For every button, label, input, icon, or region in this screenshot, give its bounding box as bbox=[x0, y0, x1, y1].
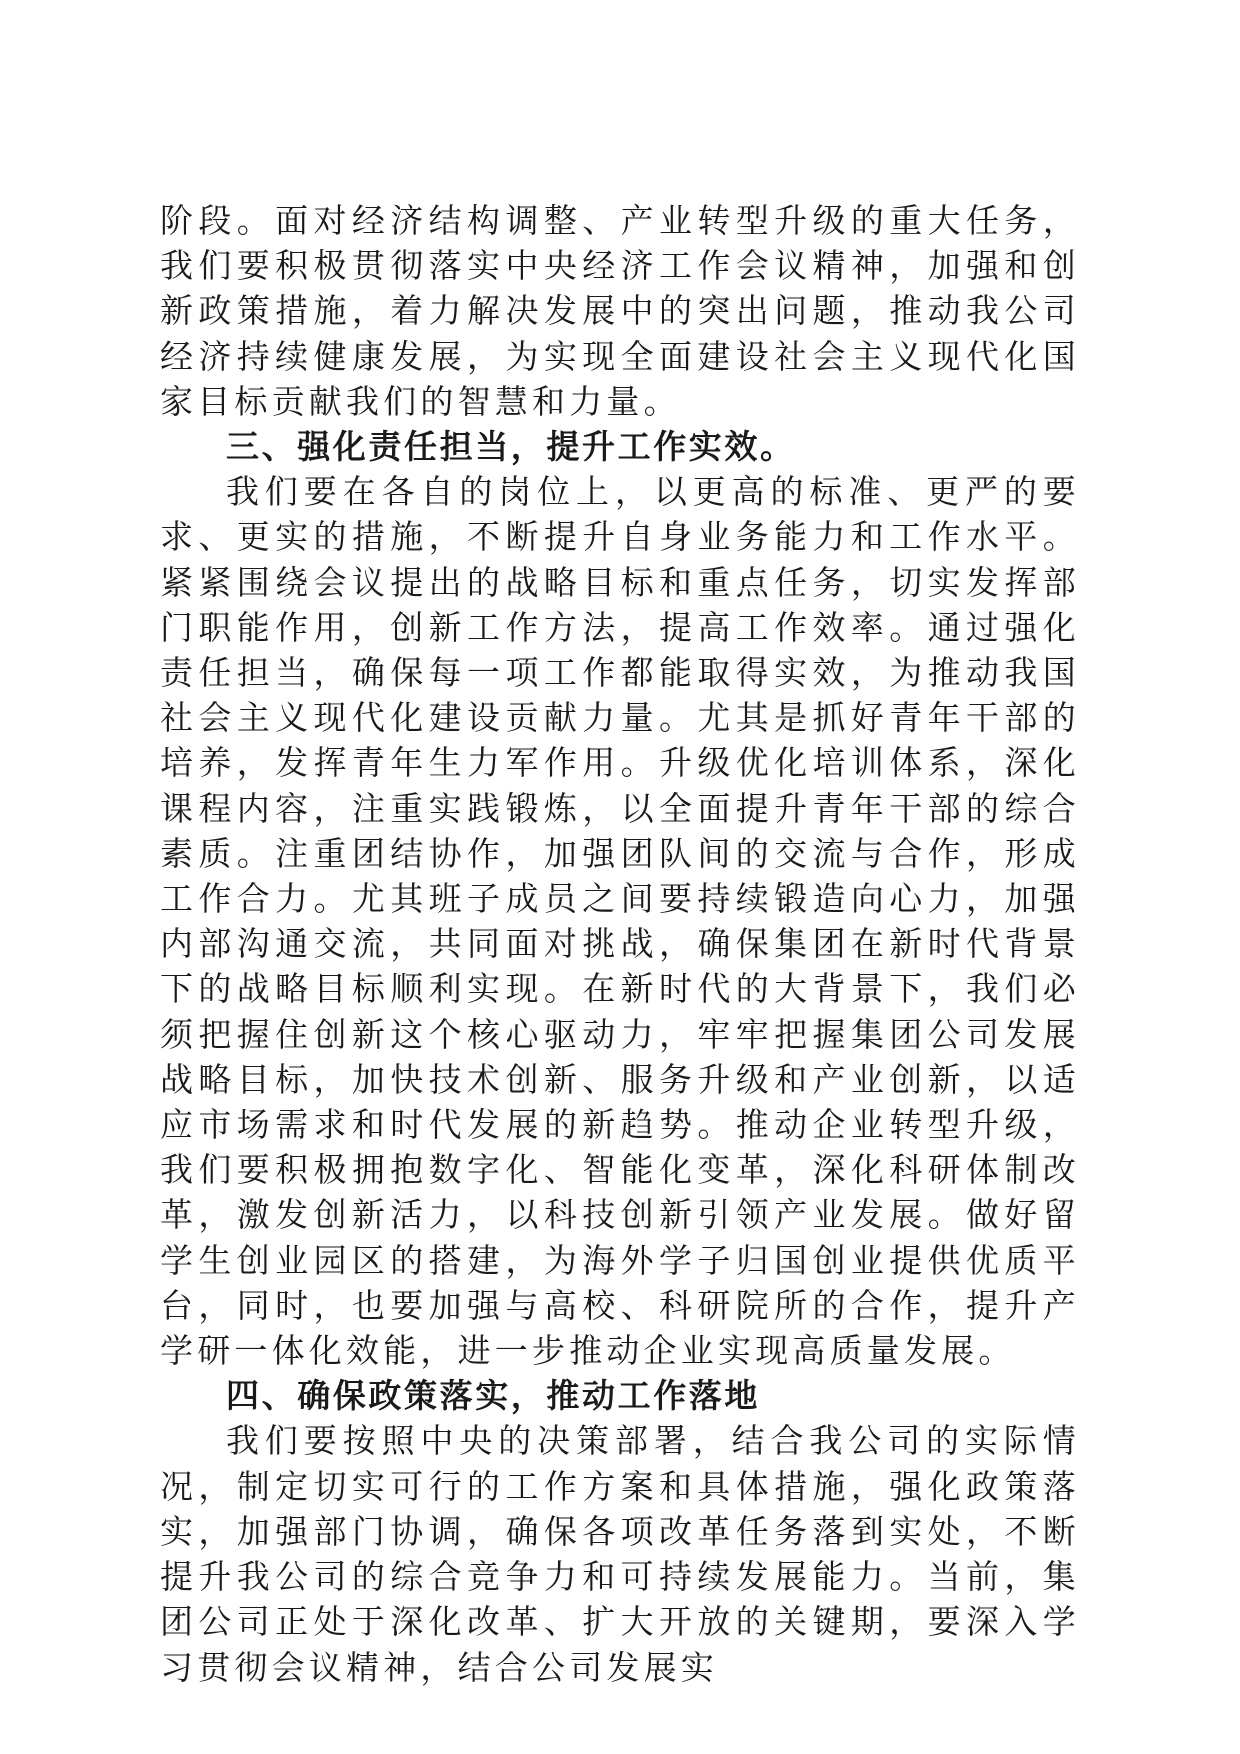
section-heading-4: 四、确保政策落实，推动工作落地 bbox=[226, 1376, 760, 1416]
paragraph-responsibility: 我们要在各自的岗位上，以更高的标准、更严的要求、更实的措施，不断提升自身业务能力和工作水平。紧紧围绕会议提出的战略目标和重点任务，切实发挥部门职能作用，创新工作方法，提高工作效率。通过强化责任担当，确保每一项工作都能取得实效，为推动我国社会主义现代化建设贡献力量。尤其是抓好青年干部的培养，发挥青年生力军作用。升级优化培训体系，深化课程内容，注重实践锻炼，以全面提升青年干部的综合素质。注重团结协作，加强团队间的交流与合作，形成工作合力。尤其班子成员之间要持续锻造向心力，加强内部沟通交流，共同面对挑战，确保集团在新时代背景下的战略目标顺利实现。在新时代的大背景下，我们必须把握住创新这个核心驱动力，牢牢把握集团公司发展战略目标，加快技术创新、服务升级和产业创新，以适应市场需求和时代发展的新趋势。推动企业转型升级，我们要积极拥抱数字化、智能化变革，深化科研体制改革，激发创新活力，以科技创新引领产业发展。做好留学生创业园区的搭建，为海外学子归国创业提供优质平台，同时，也要加强与高校、科研院所的合作，提升产学研一体化效能，进一步推动企业实现高质量发展。 bbox=[160, 472, 1080, 1371]
paragraph-continuation: 阶段。面对经济结构调整、产业转型升级的重大任务，我们要积极贯彻落实中央经济工作会议精神，加强和创新政策措施，着力解决发展中的突出问题，推动我公司经济持续健康发展，为实现全面建设社会主义现代化国家目标贡献我们的智慧和力量。 bbox=[160, 201, 1080, 421]
section-heading-3: 三、强化责任担当，提升工作实效。 bbox=[226, 427, 796, 467]
paragraph-policy: 我们要按照中央的决策部署，结合我公司的实际情况，制定切实可行的工作方案和具体措施，强化政策落实，加强部门协调，确保各项改革任务落到实处，不断提升我公司的综合竞争力和可持续发展能力。当前，集团公司正处于深化改革、扩大开放的关键期，要深入学习贯彻会议精神，结合公司发展实 bbox=[160, 1421, 1080, 1687]
document-body bbox=[160, 198, 1080, 1690]
